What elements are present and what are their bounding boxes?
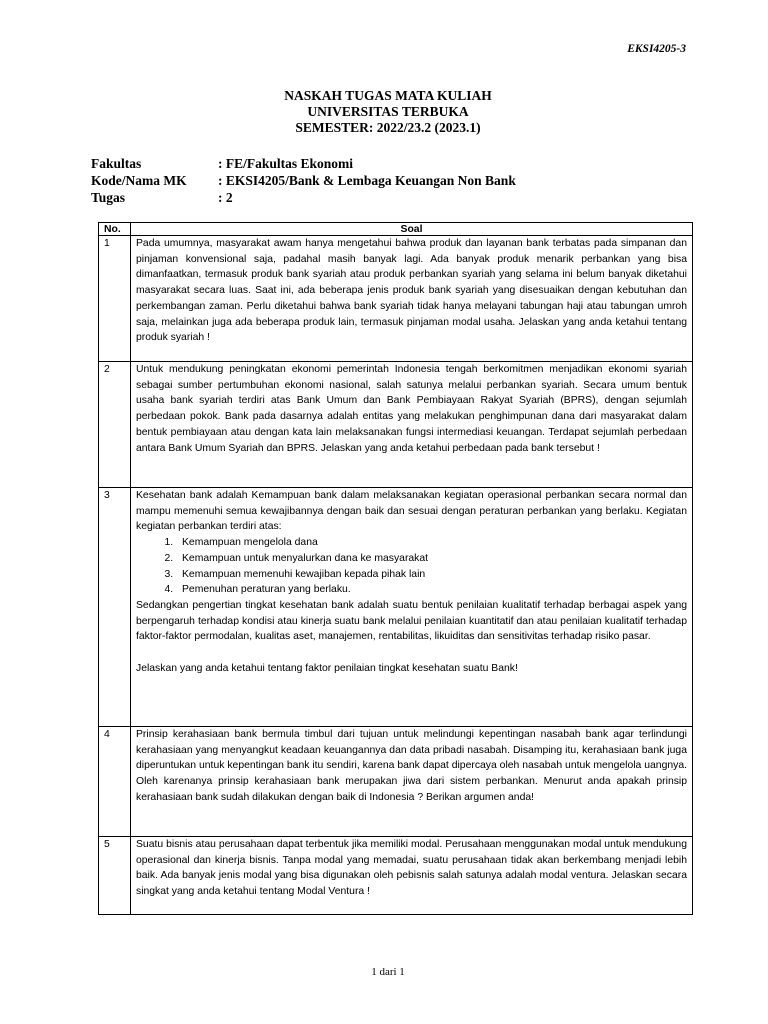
info-value: : 2 (218, 190, 233, 205)
questions-table (98, 222, 693, 915)
question-paragraph: Prinsip kerahasiaan bank bermula timbul dari tujuan untuk melindungi kepentingan nasabah bank agar terlindungi kerahasiaan yang menyangkut keadaan keuangannya dan data pribadi nasabah. Disamping itu, kerahasiaan bank juga diperuntukan untuk kepentingan bank itu sendiri, karena bank dapat dipercaya oleh nasabah untuk mengelola uangnya. Oleh karenanya prinsip kerahasiaan bank merupakan jiwa dari sistem perbankan. Menurut anda apakah prinsip kerahasiaan bank sudah dilakukan dengan baik di Indonesia ? Berikan argumen anda! (136, 729, 687, 803)
column-header-soal: Soal (131, 223, 693, 236)
table-row (99, 837, 693, 915)
question-number: 1 (99, 236, 131, 362)
question-text (131, 236, 693, 362)
activity-list (136, 535, 687, 598)
question-number: 2 (99, 362, 131, 488)
list-item: 3. Kemampuan memenuhi kewajiban kepada pihak lain (176, 567, 687, 583)
table-row (99, 362, 693, 488)
info-row-tugas (91, 189, 516, 206)
info-value: : EKSI4205/Bank & Lembaga Keuangan Non Bank (218, 173, 516, 188)
question-paragraph: Jelaskan yang anda ketahui tentang faktor penilaian tingkat kesehatan suatu Bank! (136, 662, 518, 674)
page-number: 1 dari 1 (371, 966, 405, 978)
question-paragraph: Untuk mendukung peningkatan ekonomi pemerintah Indonesia tengah berkomitmen menjadikan ekonomi syariah sebagai sumber pertumbuhan ekonomi nasional, salah satunya melalui perbankan syariah. Secara umum bentuk usaha bank syariah terdiri atas Bank Umum dan Bank Pembiayaan Rakyat Syariah (BPRS), dengan sejumlah perbedaan pokok. Bank pada dasarnya adalah entitas yang melakukan penghimpunan dana dari masyarakat dalam bentuk pembiayaan atau dengan kata lain melaksanakan fungsi intermediasi keuangan. Terdapat sejumlah perbedaan antara Bank Umum Syariah dan BPRS. Jelaskan yang anda ketahui perbedaan pada bank tersebut ! (136, 364, 687, 454)
document-header (0, 88, 768, 136)
question-paragraph: Sedangkan pengertian tingkat kesehatan bank adalah suatu bentuk penilaian kualitatif terhadap berbagai aspek yang berpengaruh terhadap kondisi atau kinerja suatu bank melalui penilaian kuantitatif dan atau penilaian kualitatif terhadap faktor-faktor permodalan, kualitas aset, manajemen, rentabilitas, likuiditas dan sensitivitas terhadap risiko pasar. (136, 599, 687, 643)
list-item: 1. Kemampuan mengelola dana (176, 535, 687, 551)
list-item: 2. Kemampuan untuk menyalurkan dana ke masyarakat (176, 551, 687, 567)
info-row-kode-mk (91, 172, 516, 189)
question-text (131, 362, 693, 488)
info-row-fakultas (91, 155, 516, 172)
header-university: UNIVERSITAS TERBUKA (307, 104, 469, 119)
table-row (99, 236, 693, 362)
question-text (131, 727, 693, 837)
info-label: Tugas (91, 190, 126, 205)
info-label: Kode/Nama MK (91, 173, 187, 188)
header-title: NASKAH TUGAS MATA KULIAH (284, 88, 492, 103)
question-number: 5 (99, 837, 131, 915)
table-row (99, 488, 693, 727)
column-header-no: No. (99, 223, 131, 236)
question-text (131, 837, 693, 915)
question-paragraph: Pada umumnya, masyarakat awam hanya mengetahui bahwa produk dan layanan bank terbatas pada simpanan dan pinjaman konvensional saja, padahal masih banyak lagi. Ada banyak produk menarik perbankan yang bisa dimanfaatkan, termasuk produk bank syariah atau produk perbankan syariah yang selama ini belum banyak diketahui masyarakat secara luas. Saat ini, ada beberapa jenis produk bank syariah yang disesuaikan dengan kebutuhan dan perkembangan zaman. Perlu diketahui bahwa bank syariah tidak hanya melayani tabungan haji atau tabungan umroh saja, melainkan juga ada beberapa produk lain, termasuk pinjaman modal usaha. Jelaskan yang anda ketahui tentang produk syariah ! (136, 238, 687, 344)
question-paragraph: Suatu bisnis atau perusahaan dapat terbentuk jika memiliki modal. Perusahaan menggunakan modal untuk mendukung operasional dan kinerja bisnis. Tanpa modal yang memadai, suatu perusahaan tidak akan berkembang menjadi lebih baik. Ada banyak jenis modal yang bisa digunakan oleh pebisnis salah satunya adalah modal ventura. Jelaskan secara singkat yang anda ketahui tentang Modal Ventura ! (136, 839, 687, 898)
question-number: 4 (99, 727, 131, 837)
question-paragraph: Kesehatan bank adalah Kemampuan bank dalam melaksanakan kegiatan operasional perbankan secara normal dan mampu memenuhi semua kewajibannya dengan baik dan sesuai dengan peraturan perbankan yang berlaku. Kegiatan kegiatan perbankan terdiri atas: (136, 490, 687, 533)
header-semester: SEMESTER: 2022/23.2 (2023.1) (295, 120, 481, 135)
course-info (91, 155, 516, 206)
question-text (131, 488, 693, 727)
info-label: Fakultas (91, 156, 142, 171)
info-value: : FE/Fakultas Ekonomi (218, 156, 354, 171)
list-item: 4. Pemenuhan peraturan yang berlaku. (176, 582, 687, 598)
table-header-row (99, 223, 693, 236)
table-row (99, 727, 693, 837)
document-code: EKSI4205-3 (627, 43, 686, 55)
question-number: 3 (99, 488, 131, 727)
